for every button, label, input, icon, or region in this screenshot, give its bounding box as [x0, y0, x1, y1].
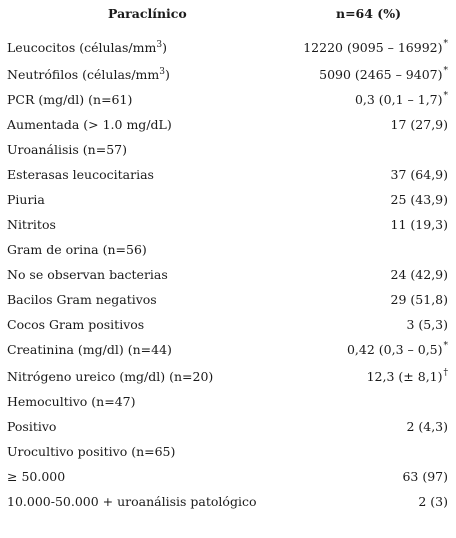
footnote-mark: * — [443, 91, 448, 101]
row-value: 3 (5,3) — [406, 317, 448, 332]
table-row — [0, 335, 456, 360]
row-label: Neutrófilos $(células/mm^3)$ — [7, 66, 170, 82]
row-label: ≥ 50.000 — [7, 469, 66, 484]
table-row — [0, 110, 456, 135]
table-row — [0, 235, 456, 260]
row-label: No se observan bacterias — [7, 267, 168, 282]
row-label: Bacilos Gram negativos — [7, 292, 157, 307]
row-label: Uroanálisis (n=57) — [7, 142, 127, 157]
row-label: Nitritos — [7, 217, 56, 232]
row-value: 25 (43,9) — [390, 192, 448, 207]
table-row — [0, 310, 456, 335]
footnote-mark: * — [443, 39, 448, 49]
row-label: Aumentada (> 1.0 mg/dL) — [7, 117, 172, 132]
table-row — [0, 362, 456, 387]
header-n: n=64 (%) — [336, 6, 402, 21]
table-row — [0, 462, 456, 487]
row-value: 2 (4,3) — [406, 419, 448, 434]
table-row — [0, 210, 456, 235]
row-value: 37 (64,9) — [390, 167, 448, 182]
row-label: Creatinina (mg/dl) (n=44) — [7, 342, 172, 357]
row-value: 11 (19,3) — [390, 217, 448, 232]
row-label: Esterasas leucocitarias — [7, 167, 154, 182]
table-row — [0, 135, 456, 160]
row-value: 63 (97) — [402, 469, 448, 484]
table-row — [0, 260, 456, 285]
row-label: Gram de orina (n=56) — [7, 242, 147, 257]
table-row — [0, 60, 456, 85]
row-label: Piuria — [7, 192, 45, 207]
table-row — [0, 437, 456, 462]
row-label: Hemocultivo (n=47) — [7, 394, 136, 409]
table-row — [0, 85, 456, 110]
row-label: PCR (mg/dl) (n=61) — [7, 92, 133, 107]
row-label: Cocos Gram positivos — [7, 317, 145, 332]
table-row — [0, 160, 456, 185]
table-row — [0, 285, 456, 310]
footnote-mark: † — [443, 368, 448, 378]
footnote-mark: * — [443, 66, 448, 76]
row-label: Urocultivo positivo (n=65) — [7, 444, 176, 459]
table-row — [0, 185, 456, 210]
row-value: 0,3 (0,1 – 1,7)* — [354, 91, 448, 107]
table-row — [0, 387, 456, 412]
table-row — [0, 33, 456, 58]
row-value: 0,42 (0,3 – 0,5)* — [346, 341, 448, 357]
row-value: 12220 (9095 – 16992)* — [303, 39, 448, 55]
table-row — [0, 487, 456, 512]
row-label: Positivo — [7, 419, 57, 434]
row-label: 10.000-50.000 + uroanálisis patológico — [7, 494, 257, 509]
row-value: 29 (51,8) — [390, 292, 448, 307]
row-value: 17 (27,9) — [390, 117, 448, 132]
table-row — [0, 412, 456, 437]
header-paraclinico: Paraclínico — [108, 6, 187, 21]
row-value: 12,3 (± 8,1)† — [366, 368, 448, 384]
row-label: Leucocitos $(células/mm^3)$ — [7, 39, 167, 55]
footnote-mark: * — [443, 341, 448, 351]
row-value: 5090 (2465 – 9407)* — [319, 66, 448, 82]
row-label: Nitrógeno ureico (mg/dl) (n=20) — [7, 369, 214, 384]
row-value: 24 (42,9) — [390, 267, 448, 282]
row-value: 2 (3) — [418, 494, 448, 509]
